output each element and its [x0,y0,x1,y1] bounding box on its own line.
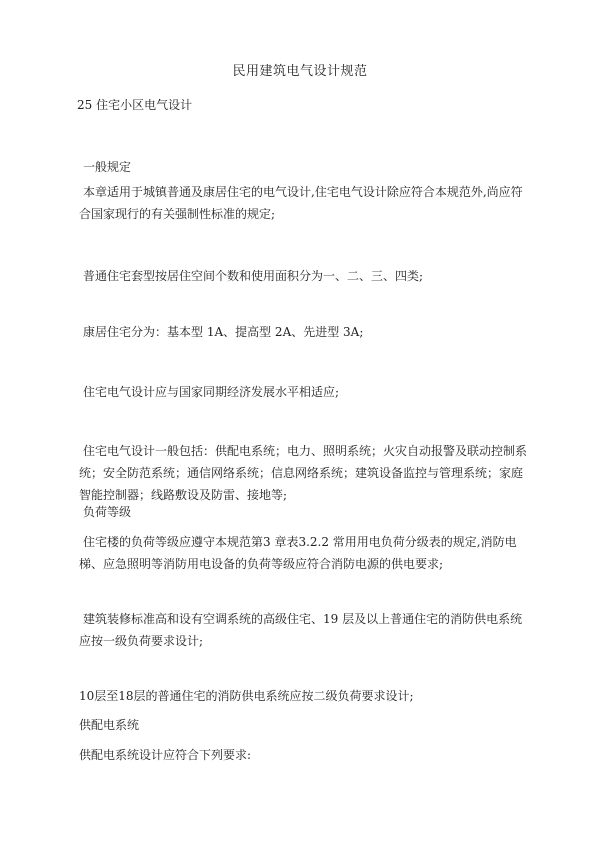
paragraph-load-rules: 住宅楼的负荷等级应遵守本规范第3 章表3.2.2 常用用电负荷分级表的规定,消防电梯、应急照明等消防用电设备的负荷等级应符合消防电源的供电要求; [79,535,517,571]
paragraph-design-scope: 住宅电气设计一般包括：供配电系统；电力、照明系统；火灾自动报警及联动控制系统；安全防范系统；通信网络系统；信息网络系统；建筑设备监控与管理系统；家庭智能控制器；线路敷设及防雷、接地等; [79,444,528,502]
section-heading-general: 一般规定 [83,160,132,174]
section-heading-power-supply: 供配电系统 [79,718,140,732]
section-heading-load-level: 负荷等级 [83,505,132,519]
paragraph-housing-types: 普通住宅套型按居住空间个数和使用面积分为一、二、三、四类; [83,269,424,283]
paragraph-economic-level: 住宅电气设计应与国家同期经济发展水平相适应; [83,385,340,399]
paragraph-kangju-types: 康居住宅分为：基本型 1A、提高型 2A、先进型 3A; [83,325,364,339]
chapter-heading: 25 住宅小区电气设计 [77,98,193,112]
paragraph-power-supply-requirements: 供配电系统设计应符合下列要求: [79,748,252,762]
paragraph-first-level-load: 建筑装修标准高和设有空调系统的高级住宅、19 层及以上普通住宅的消防供电系统应按一级负荷要求设计; [79,612,523,648]
paragraph-scope: 本章适用于城镇普通及康居住宅的电气设计,住宅电气设计除应符合本规范外,尚应符合国家现行的有关强制性标准的规定; [79,185,523,221]
paragraph-second-level-load: 10层至18层的普通住宅的消防供电系统应按二级负荷要求设计; [79,689,414,703]
document-title: 民用建筑电气设计规范 [232,64,368,79]
